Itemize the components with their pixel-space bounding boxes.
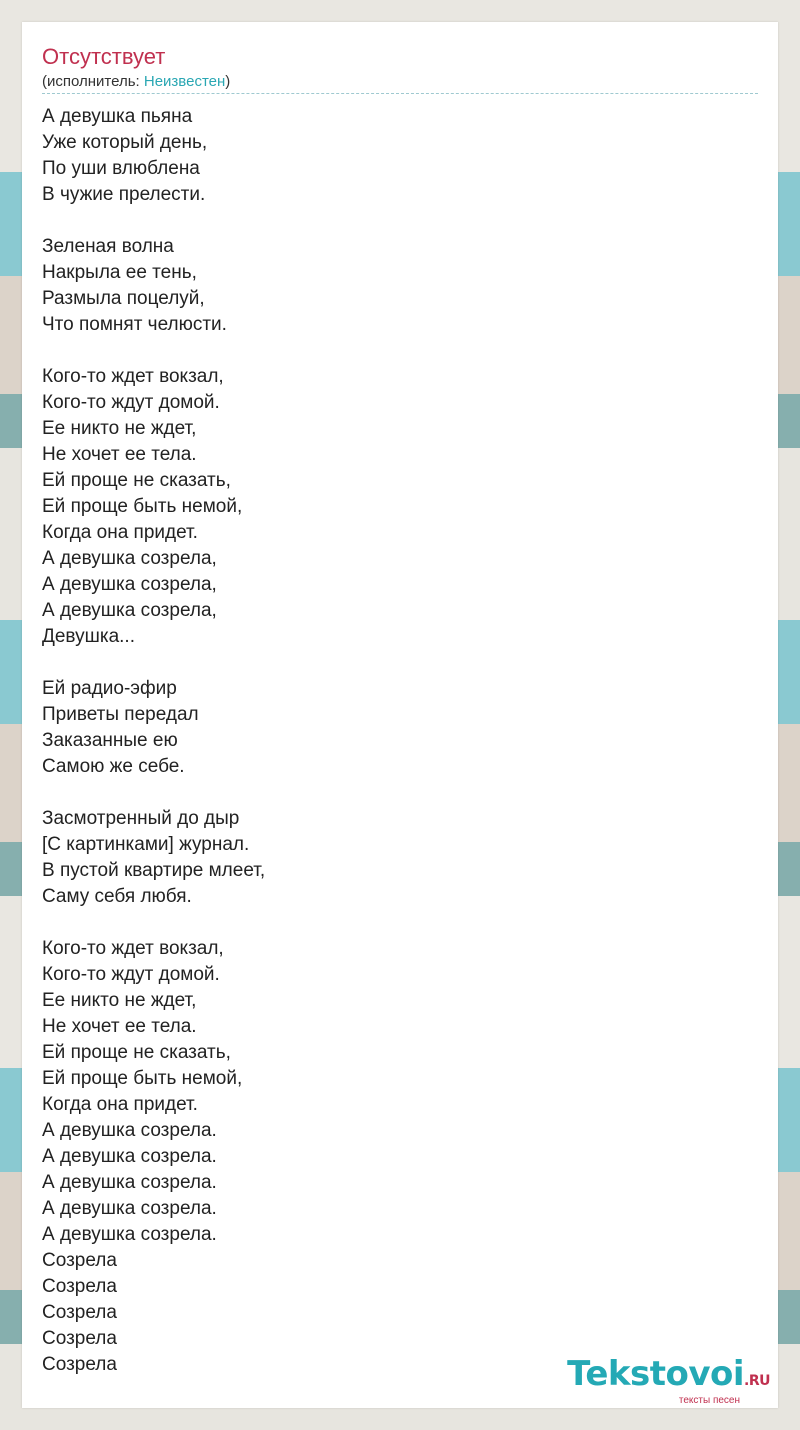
lyric-line: Когда она придет. [42, 1094, 198, 1115]
lyric-line: Кого-то ждет вокзал, [42, 366, 224, 387]
lyric-line: Созрела [42, 1328, 117, 1349]
logo-tld: .RU [744, 1373, 770, 1389]
lyric-line: Ей проще быть немой, [42, 496, 243, 517]
lyric-line: Ей радио-эфир [42, 678, 177, 699]
lyric-line: [С картинками] журнал. [42, 834, 250, 855]
lyric-line: А девушка созрела, [42, 548, 217, 569]
lyric-line: А девушка созрела. [42, 1146, 217, 1167]
lyric-line [42, 338, 758, 364]
lyric-line: В пустой квартире млеет, [42, 860, 266, 881]
logo-tagline: тексты песен [678, 1395, 740, 1406]
meta-suffix: ) [225, 73, 231, 90]
lyric-line: Не хочет ее тела. [42, 1016, 197, 1037]
lyrics-text [42, 104, 758, 1378]
lyric-line: Размыла поцелуй, [42, 288, 205, 309]
lyric-line: Созрела [42, 1250, 117, 1271]
lyric-line: Девушка... [42, 626, 135, 647]
lyric-line: Накрыла ее тень, [42, 262, 197, 283]
lyric-line: Ей проще быть немой, [42, 1068, 243, 1089]
site-logo[interactable] [567, 1354, 770, 1406]
lyric-line: Кого-то ждет вокзал, [42, 938, 224, 959]
lyric-line [42, 208, 758, 234]
lyric-line: Засмотренный до дыр [42, 808, 240, 829]
lyric-line: Саму себя любя. [42, 886, 192, 907]
lyric-line: Уже который день, [42, 132, 208, 153]
lyric-line: Ей проще не сказать, [42, 470, 231, 491]
lyric-line: Созрела [42, 1276, 117, 1297]
lyrics-card [22, 22, 778, 1408]
lyric-line: Заказанные ею [42, 730, 178, 751]
lyric-line: Созрела [42, 1354, 117, 1375]
logo-wordmark [567, 1354, 770, 1398]
lyric-line: А девушка созрела. [42, 1120, 217, 1141]
song-meta [42, 72, 230, 92]
lyric-line [42, 650, 758, 676]
lyric-line: Когда она придет. [42, 522, 198, 543]
title-divider [42, 93, 758, 94]
lyric-line: Ее никто не ждет, [42, 418, 197, 439]
lyric-line: В чужие прелести. [42, 184, 206, 205]
logo-name: Tekstovoi [567, 1354, 745, 1394]
lyric-line: Не хочет ее тела. [42, 444, 197, 465]
lyric-line: Ей проще не сказать, [42, 1042, 231, 1063]
lyric-line [42, 780, 758, 806]
lyric-line: Приветы передал [42, 704, 199, 725]
lyric-line: Созрела [42, 1302, 117, 1323]
artist-link[interactable]: Неизвестен [143, 73, 226, 90]
lyric-line: По уши влюблена [42, 158, 200, 179]
lyric-line: Зеленая волна [42, 236, 174, 257]
song-title: Отсутствует [42, 44, 166, 69]
lyric-line: А девушка пьяна [42, 106, 193, 127]
lyric-line: Ее никто не ждет, [42, 990, 197, 1011]
lyric-line: Самою же себе. [42, 756, 185, 777]
lyric-line: А девушка созрела, [42, 574, 217, 595]
lyric-line: А девушка созрела. [42, 1224, 217, 1245]
lyric-line: Кого-то ждут домой. [42, 964, 220, 985]
lyric-line: А девушка созрела, [42, 600, 217, 621]
lyric-line: А девушка созрела. [42, 1172, 217, 1193]
lyric-line: А девушка созрела. [42, 1198, 217, 1219]
lyric-line: Что помнят челюсти. [42, 314, 227, 335]
meta-prefix: (исполнитель: [42, 73, 144, 90]
lyric-line: Кого-то ждут домой. [42, 392, 220, 413]
lyric-line [42, 910, 758, 936]
